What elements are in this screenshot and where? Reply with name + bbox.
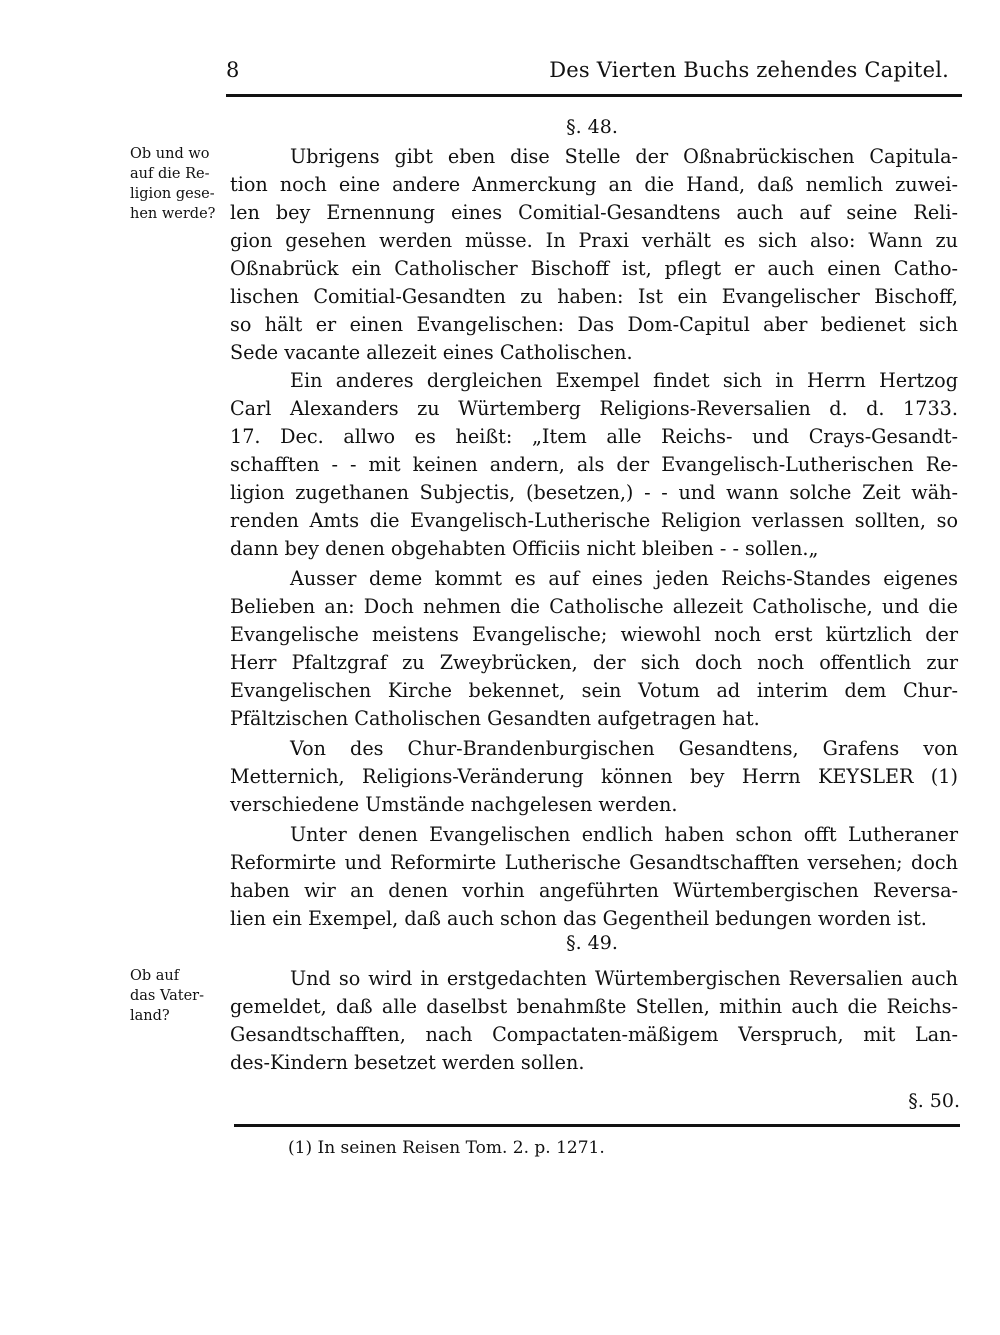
marginal-line: Ob und wo: [130, 146, 210, 162]
text-line: Evangelische meistens Evangelische; wiewohl noch erst kürtzlich der: [230, 623, 958, 646]
text-line: 17. Dec. allwo es heißt: „Item alle Reichs- und Crays-Gesandt-: [230, 425, 958, 448]
text-line: schafften - - mit keinen andern, als der Evangelisch-Lutherischen Re-: [230, 453, 958, 476]
text-line: Sede vacante allezeit eines Catholischen.: [230, 341, 633, 364]
text-line: renden Amts die Evangelisch-Lutherische Religion verlassen sollten, so: [230, 509, 958, 532]
text-line: Unter denen Evangelischen endlich haben schon offt Lutheraner: [290, 823, 958, 846]
marginal-line: hen werde?: [130, 206, 216, 222]
text-line: Ubrigens gibt eben dise Stelle der Oßnabrückischen Capitula-: [290, 145, 958, 168]
text-line: gion gesehen werden müsse. In Praxi verhält es sich also: Wann zu: [230, 229, 958, 252]
text-line: lischen Comitial-Gesandten zu haben: Ist ein Evangelischer Bischoff,: [230, 285, 958, 308]
text-line: len bey Ernennung eines Comitial-Gesandtens auch auf seine Reli-: [230, 201, 958, 224]
running-head: Des Vierten Buchs zehendes Capitel.: [549, 58, 949, 82]
text-line: Oßnabrück ein Catholischer Bischoff ist, pflegt er auch einen Catho-: [230, 257, 958, 280]
text-line: Und so wird in erstgedachten Würtembergischen Reversalien auch: [290, 967, 958, 990]
marginal-note-49: [130, 966, 228, 1026]
footnote-rule: [234, 1124, 960, 1127]
marginal-line: das Vater-: [130, 988, 205, 1004]
header-rule: [226, 94, 962, 97]
page-header: [226, 58, 961, 92]
marginal-line: Ob auf: [130, 968, 180, 984]
text-line: Metternich, Religions-Veränderung können bey Herrn KEYSLER (1): [230, 765, 958, 788]
text-line: ligion zugethanen Subjectis, (besetzen,) - - und wann solche Zeit wäh-: [230, 481, 958, 504]
section-mark-48: §. 48.: [566, 116, 618, 138]
text-line: Belieben an: Doch nehmen die Catholische allezeit Catholische, und die: [230, 595, 958, 618]
text-line: Von des Chur-Brandenburgischen Gesandtens, Grafens von: [290, 737, 958, 760]
text-line: lien ein Exempel, daß auch schon das Gegentheil bedungen worden ist.: [230, 907, 927, 930]
catchword: §. 50.: [908, 1090, 960, 1112]
text-line: gemeldet, daß alle daselbst benahmßte Stellen, mithin auch die Reichs-: [230, 995, 958, 1018]
text-line: Ein anderes dergleichen Exempel findet sich in Herrn Hertzog: [290, 369, 958, 392]
text-line: tion noch eine andere Anmerckung an die Hand, daß nemlich zuwei-: [230, 173, 958, 196]
text-line: Evangelischen Kirche bekennet, sein Votum ad interim dem Chur-: [230, 679, 958, 702]
text-line: Ausser deme kommt es auf eines jeden Reichs-Standes eigenes: [290, 567, 958, 590]
text-line: Carl Alexanders zu Würtemberg Religions-Reversalien d. d. 1733.: [230, 397, 958, 420]
page-number: 8: [226, 58, 240, 82]
marginal-line: ligion gese-: [130, 186, 215, 202]
text-line: so hält er einen Evangelischen: Das Dom-Capitul aber bedienet sich: [230, 313, 958, 336]
marginal-line: land?: [130, 1008, 170, 1024]
text-line: Gesandtschafften, nach Compactaten-mäßigem Verspruch, mit Lan-: [230, 1023, 958, 1046]
text-line: haben wir an denen vorhin angeführten Würtembergischen Reversa-: [230, 879, 958, 902]
marginal-line: auf die Re-: [130, 166, 210, 182]
section-mark-49: §. 49.: [566, 932, 618, 954]
text-line: Pfältzischen Catholischen Gesandten aufgetragen hat.: [230, 707, 760, 730]
text-line: Reformirte und Reformirte Lutherische Gesandtschafften versehen; doch: [230, 851, 958, 874]
text-line: verschiedene Umstände nachgelesen werden.: [230, 793, 678, 816]
text-line: dann bey denen obgehabten Officiis nicht bleiben - - sollen.„: [230, 537, 819, 560]
text-line: Herr Pfaltzgraf zu Zweybrücken, der sich doch noch offentlich zur: [230, 651, 958, 674]
footnote: (1) In seinen Reisen Tom. 2. p. 1271.: [288, 1138, 605, 1158]
text-line: des-Kindern besetzet werden sollen.: [230, 1051, 585, 1074]
marginal-note-48: [130, 144, 228, 224]
